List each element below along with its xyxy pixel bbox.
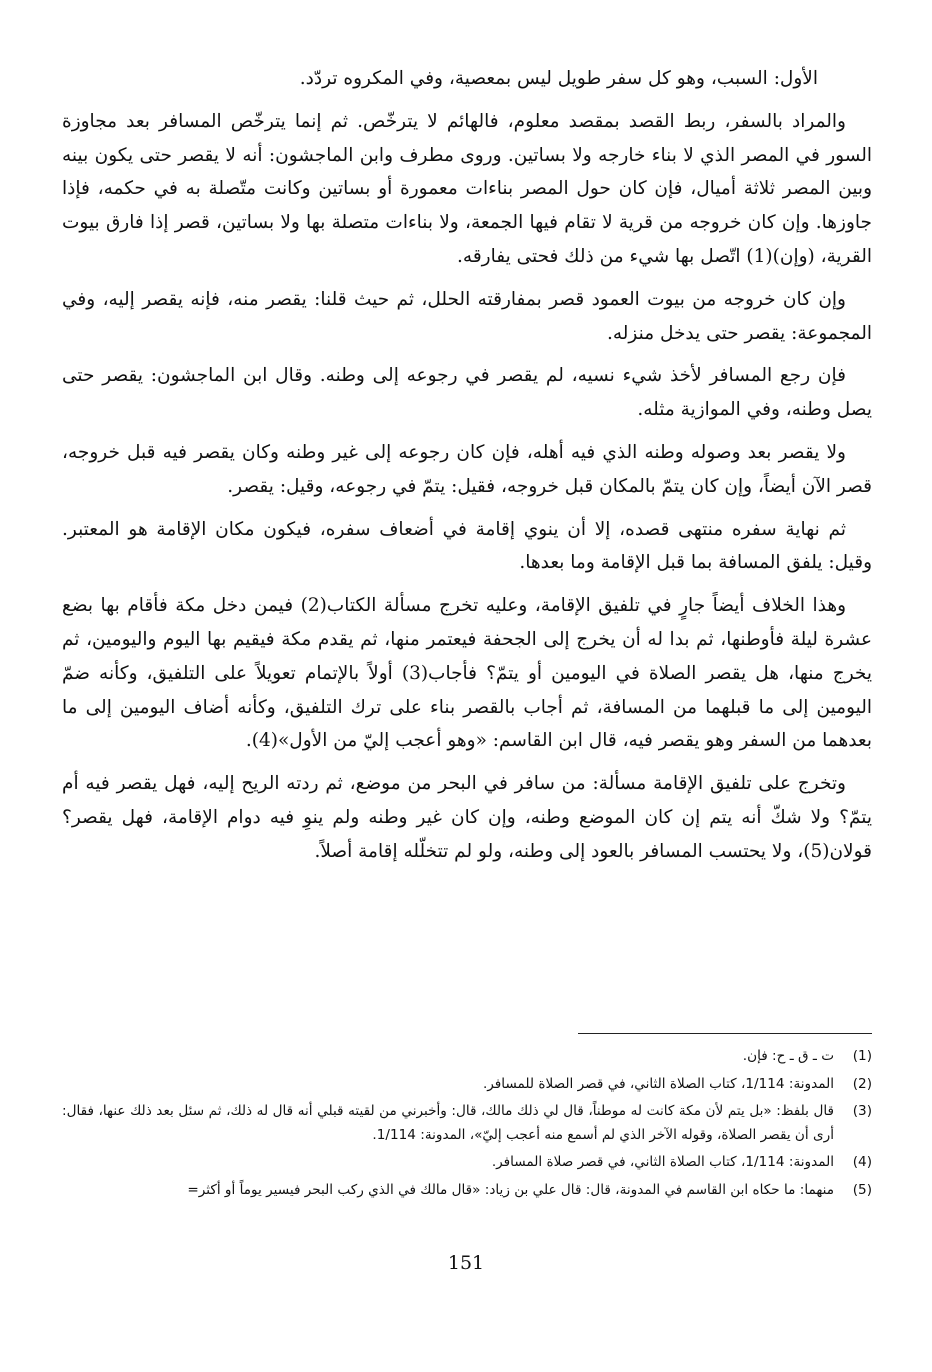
footnote-2 [62,1073,872,1097]
footnote-number: (2) [852,1075,872,1092]
footnote-1 [62,1045,872,1069]
footnote-3 [62,1100,872,1147]
footnote-text: المدونة: 1/114، كتاب الصلاة الثاني، في قصر الصلاة للمسافر. [482,1075,834,1092]
paragraph-8: وتخرج على تلفيق الإقامة مسألة: من سافر في البحر من موضع، ثم ردته الريح إليه، فهل يقصر فيه أم يتمّ؟ ولا شكّ أنه يتم إن كان الموضع وطنه، وإن كان غير وطنه ولم ينوِ فيه دوام الإقامة، فهل يقصر؟ قولان(5)، ولا يحتسب المسافر بالعود إلى وطنه، ولو لم تتخلّله إقامة أصلاً. [62,773,872,862]
paragraph-4: فإن رجع المسافر لأخذ شيء نسيه، لم يقصر في رجوعه إلى وطنه. وقال ابن الماجشون: يقصر حتى يصل وطنه، وفي الموازية مثله. [62,365,872,421]
footnote-number: (5) [852,1181,872,1198]
page-number: 151 [447,1252,485,1274]
main-text [62,62,872,878]
footnote-text: ت ـ ق ـ ح: فإن. [742,1048,834,1064]
footnote-number: (1) [852,1048,872,1064]
footnote-text: قال بلفظ: «بل يتم لأن مكة كانت له موطناً، قال لي ذلك مالك، قال: وأخبرني من لقيته قبلي أنه قال له ذلك، ثم سئل بعد ذلك عنها، فقال: أرى أن يقصر الصلاة، وقوله الآخر الذي لم أسمع منه أعجب إليّ»، المدونة: 1/114. [62,1103,834,1143]
footnotes [62,1045,872,1206]
paragraph-6: ثم نهاية سفره منتهى قصده، إلا أن ينوي إقامة في أضعاف سفره، فيكون مكان الإقامة هو المعتبر. وقيل: يلفق المسافة بما قبل الإقامة وما بعدها. [62,518,872,574]
footnote-divider [578,1033,872,1034]
footnote-number: (3) [852,1103,872,1119]
footnote-text: المدونة: 1/114، كتاب الصلاة الثاني، في قصر صلاة المسافر. [491,1154,834,1170]
footnote-5 [62,1179,872,1203]
footnote-text: منهما: ما حكاه ابن القاسم في المدونة، قال: قال علي بن زياد: «قال مالك في الذي ركب البحر فيسير يوماً أو أكثر= [187,1181,834,1198]
footnote-4 [62,1151,872,1175]
paragraph-1: الأول: السبب، وهو كل سفر طويل ليس بمعصية، وفي المكروه تردّد. [299,68,818,89]
paragraph-7: وهذا الخلاف أيضاً جارٍ في تلفيق الإقامة، وعليه تخرج مسألة الكتاب(2) فيمن دخل مكة فأقام بها بضع عشرة ليلة فأوطنها، ثم بدا له أن يخرج إلى الجحفة فيعتمر منها، ثم يقدم مكة فيقيم بها اليوم واليومين، ثم يخرج منها، هل يقصر الصلاة في اليومين أو يتمّ؟ فأجاب(3) أولاً بالإتمام تعويلاً على التلفيق، وكأنه ضمّ اليومين إلى ما قبلهما من المسافة، ثم أجاب بالقصر بناء على ترك التلفيق، وكأنه أضاف اليومين إلى ما بعدهما من السفر وهو يقصر فيه، قال ابن القاسم: «وهو أعجب إليّ من الأول»(4). [62,595,872,752]
paragraph-5: ولا يقصر بعد وصوله وطنه الذي فيه أهله، فإن كان رجوعه إلى غير وطنه وكان يقصر فيه قبل خروجه، قصر الآن أيضاً، وإن كان يتمّ بالمكان قبل خروجه، فقيل: يتمّ في رجوعه، وقيل: يقصر. [62,441,872,497]
paragraph-2: والمراد بالسفر، ربط القصد بمقصد معلوم، فالهائم لا يترخّص. ثم إنما يترخّص المسافر بعد مجاوزة السور في المصر الذي لا بناء خارجه ولا بساتين. وروى مطرف وابن الماجشون: أنه لا يقصر حتى يكون بينه وبين المصر ثلاثة أميال، فإن كان حول المصر بناءات معمورة أو بساتين وكانت متّصلة به في حكمه، فإذا جاوزها. وإن كان خروجه من قرية لا تقام فيها الجمعة، ولا بناءات متصلة بها ولا بساتين، قصر إذا فارق بيوت القرية، (وإن)(1) اتّصل بها شيء من ذلك فحتى يفارقه. [62,110,872,267]
paragraph-3: وإن كان خروجه من بيوت العمود قصر بمفارقته الحلل، ثم حيث قلنا: يقصر منه، فإنه يقصر إليه، وفي المجموعة: يقصر حتى يدخل منزله. [62,288,872,344]
footnote-number: (4) [852,1154,872,1170]
